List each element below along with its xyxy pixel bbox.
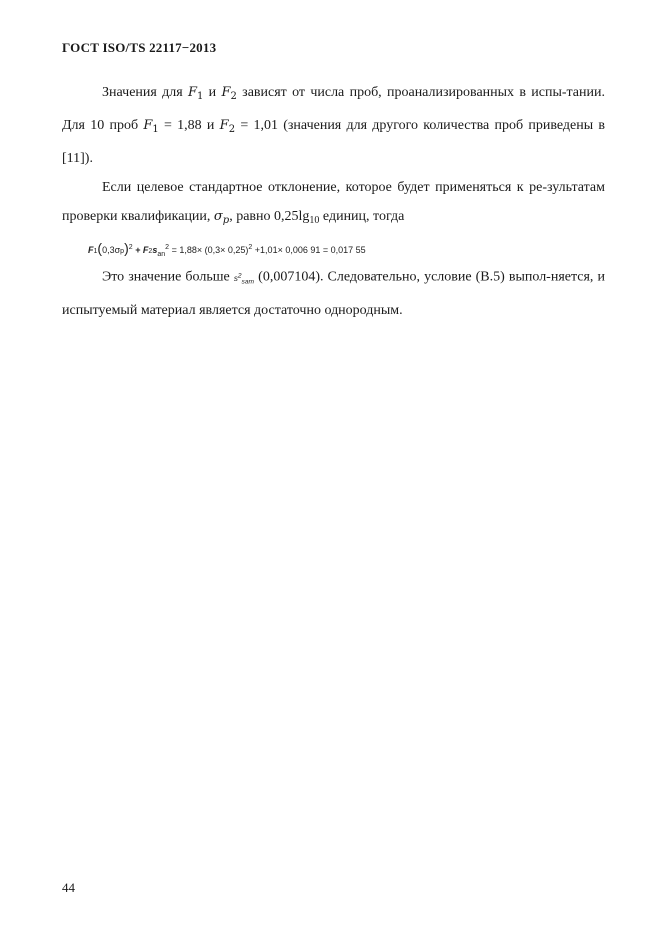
symbol-f2-b: $F_2$ [219,118,236,135]
paragraph-f-values [62,78,605,173]
para2-text-3: единиц, тогда [319,209,405,224]
symbol-f2: $F_2$ [221,85,237,102]
lg-base: 10 [309,215,320,226]
symbol-s-sam: $s^2_{sam}$ [233,272,255,286]
para3-text-1: Это значение больше [102,269,234,285]
symbol-sigma-p: $\sigma_p$ [213,209,230,226]
symbol-f1: $F_1$ [187,85,204,102]
formula-line: $F1(0,3\sigma p)^2 + F2s_{an}^2 = 1,88\times (0,3\times 0,25)^2 +1,01\times 0,006$ 91 = 0,017 55 [88,240,366,258]
para2-text-1: Если целевое стандартное отклонение, которое будет применяться к ре-зультатам проверки квалификации, [62,180,605,224]
document-header: ГОСТ ISO/TS 22117−2013 [62,40,217,55]
para2-text-2: , равно 0,25 [229,209,299,224]
symbol-f1-b: $F_1$ [143,118,159,135]
lg-text: lg [298,209,310,224]
para1-text-5: = 1,01 (значения для другого количества проб приведены в [11]). [62,118,606,166]
paragraph-conclusion [62,261,605,325]
para1-text-2: и [203,85,222,100]
para1-text-1: Значения для [102,85,188,100]
body-text [62,78,605,325]
para3-text-2: (0,007104). Следовательно, условие (B.5) выпол-няется, и испытуемый материал является достаточно однородным. [62,269,605,319]
para1-text-4: = 1,88 и [158,118,220,133]
page-number: 44 [62,880,75,895]
paragraph-sigma [62,173,605,235]
para1-text-3: зависят от числа проб, проанализированных в испы-тании. Для 10 проб [62,85,605,133]
